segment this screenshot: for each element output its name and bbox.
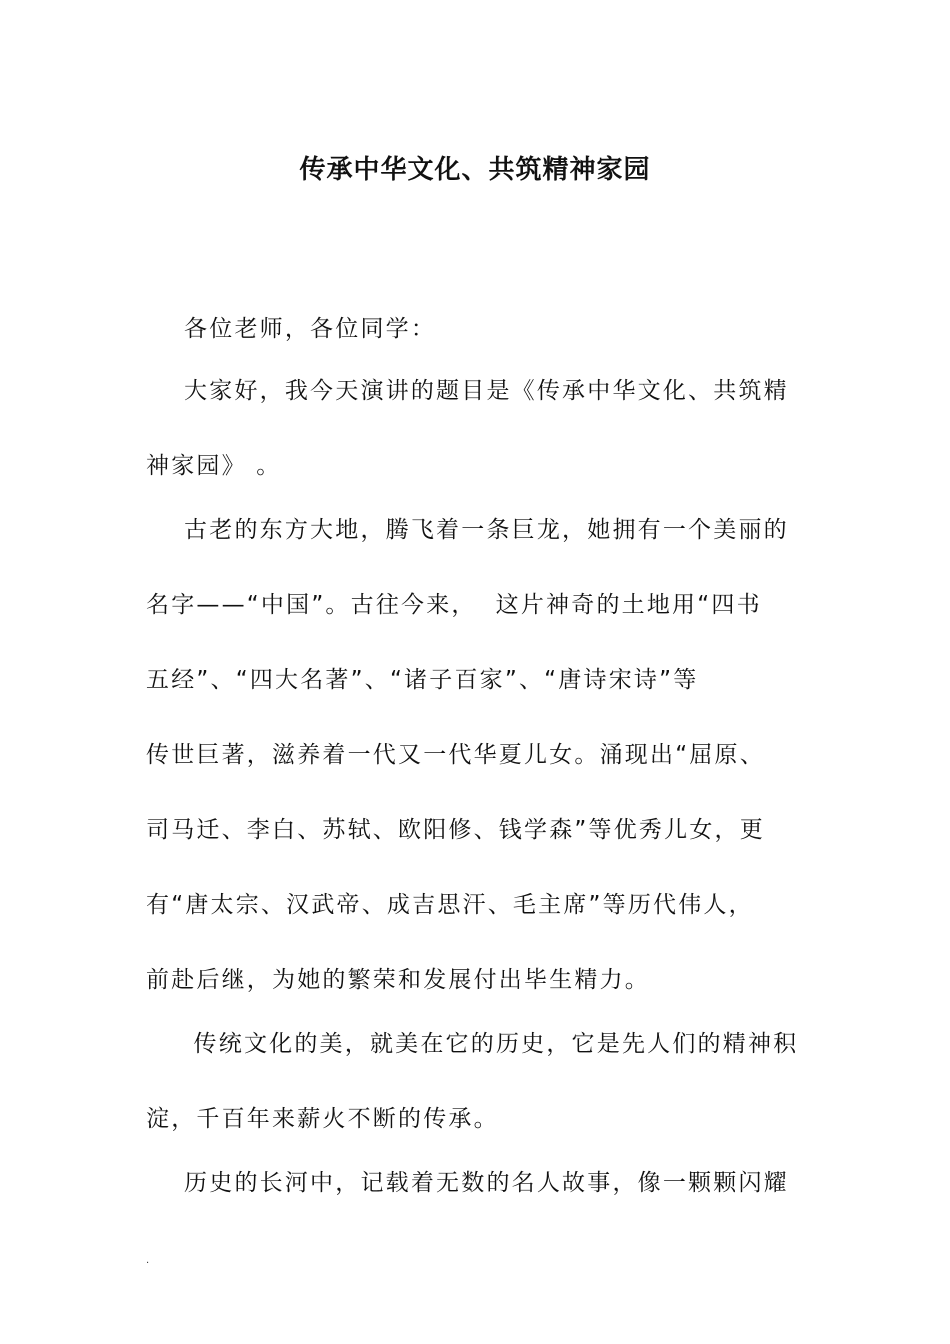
paragraph-line: 古老的东方大地，腾飞着一条巨龙，她拥有一个美丽的: [146, 517, 789, 543]
paragraph-line: 历史的长河中，记载着无数的名人故事，像一颗颗闪耀: [146, 1170, 789, 1196]
paragraph-line: 前赴后继，为她的繁荣和发展付出毕生精力。: [146, 967, 650, 993]
paragraph-line: 传世巨著，滋养着一代又一代华夏儿女。涌现出“屈原、: [146, 742, 765, 768]
document-title: 传承中华文化、共筑精神家园: [299, 155, 651, 185]
paragraph-line: 神家园》 。: [146, 453, 282, 479]
paragraph-line-greeting: 各位老师，各位同学：: [146, 316, 437, 342]
paragraph-line: 淀，千百年来薪火不断的传承。: [146, 1106, 499, 1132]
paragraph-line: 传统文化的美，就美在它的历史，它是先人们的精神积: [146, 1031, 799, 1057]
paragraph-line: 名字——“中国”。古往今来， 这片神奇的土地用“四书: [146, 592, 762, 618]
footer-mark: .: [146, 1255, 150, 1266]
paragraph-line: 有“唐太宗、汉武帝、成吉思汗、毛主席”等历代伟人，: [146, 892, 754, 918]
paragraph-line: 五经”、“四大名著”、“诸子百家”、“唐诗宋诗”等: [146, 667, 699, 693]
paragraph-line: 司马迁、李白、苏轼、欧阳修、钱学森”等优秀儿女，更: [146, 817, 765, 843]
paragraph-line: 大家好，我今天演讲的题目是《传承中华文化、共筑精: [146, 378, 789, 404]
